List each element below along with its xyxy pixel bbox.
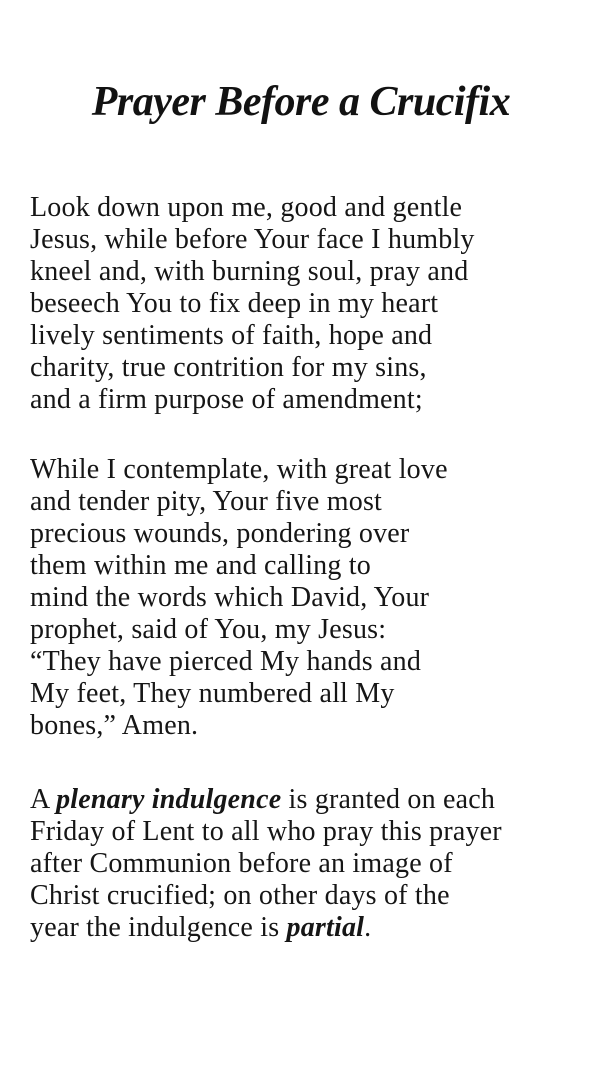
text-line: [30, 912, 572, 944]
text-segment: year the indulgence is: [30, 912, 287, 943]
emphasis-partial: partial: [286, 912, 365, 943]
text-line: precious wounds, pondering over: [30, 518, 410, 549]
text-line: Jesus, while before Your face I humbly: [30, 224, 475, 255]
text-segment: A: [30, 784, 57, 815]
text-line: mind the words which David, Your: [30, 582, 430, 613]
text-line: [30, 784, 572, 816]
paragraph-1: [30, 192, 572, 416]
text-line: kneel and, with burning soul, pray and: [30, 256, 469, 287]
text-line: While I contemplate, with great love: [30, 454, 448, 485]
text-line: and a firm purpose of amendment;: [30, 384, 423, 415]
text-line: “They have pierced My hands and: [30, 646, 422, 677]
text-segment: is granted on each: [281, 784, 496, 815]
text-line: them within me and calling to: [30, 550, 371, 581]
page-title: Prayer Before a Crucifix: [91, 79, 511, 125]
text-line: and tender pity, Your five most: [30, 486, 383, 517]
paragraph-3: [30, 784, 572, 944]
paragraph-2: [30, 454, 572, 742]
text-line: bones,” Amen.: [30, 710, 199, 741]
text-line: after Communion before an image of: [30, 848, 453, 879]
text-line: Friday of Lent to all who pray this prayer: [30, 816, 502, 847]
text-line: charity, true contrition for my sins,: [30, 352, 427, 383]
text-line: My feet, They numbered all My: [30, 678, 395, 709]
text-line: Christ crucified; on other days of the: [30, 880, 450, 911]
text-segment: .: [364, 912, 372, 943]
text-line: beseech You to fix deep in my heart: [30, 288, 439, 319]
text-line: prophet, said of You, my Jesus:: [30, 614, 387, 645]
emphasis-plenary-indulgence: plenary indulgence: [56, 784, 282, 815]
text-line: lively sentiments of faith, hope and: [30, 320, 433, 351]
text-line: Look down upon me, good and gentle: [30, 192, 463, 223]
